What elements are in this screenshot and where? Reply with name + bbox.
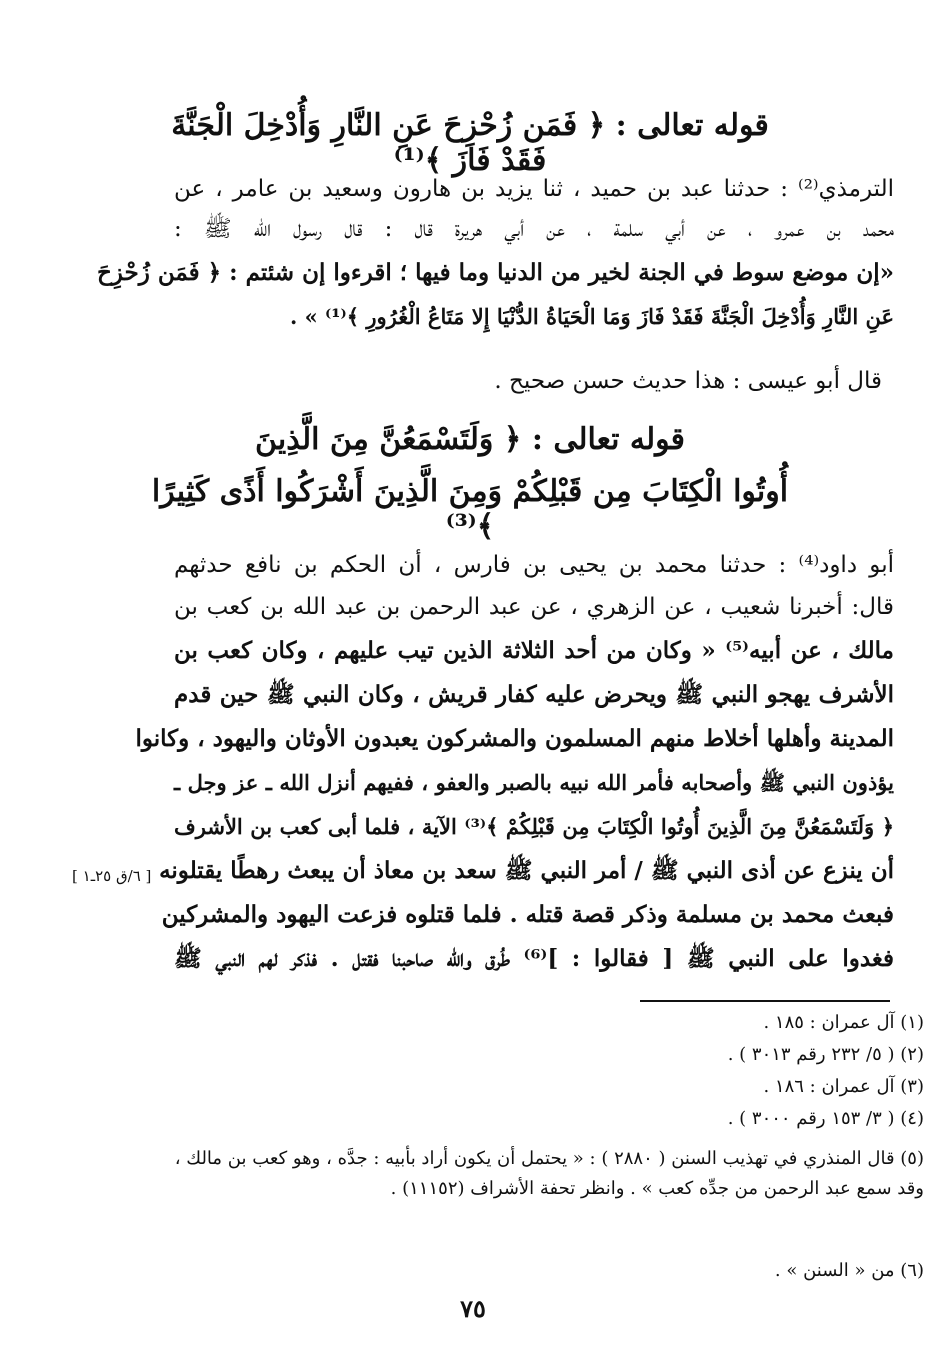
manuscript-folio-reference: [ ٦/ق ٢٥ـ١ ]	[72, 867, 152, 885]
text-line: عَنِ النَّارِ وَأُدْخِلَ الْجَنَّةَ فَقَدْ فَازَ وَمَا الْحَيَاةُ الدُّنْيَا إِلا مَتَاعُ الْغُرُورِ ﴾⁽¹⁾ » .	[289, 304, 894, 329]
text-line: محمد بن عمرو ، عن أبي سلمة ، عن أبي هريرة قال : قال رسول الله ﷺ :	[174, 216, 894, 242]
text-line: أن ينزع عن أذى النبي ﷺ / أمر النبي ﷺ سعد بن معاذ أن يبعث رهطًا يقتلونه	[159, 857, 894, 884]
section-heading-2-continued: أُوتُوا الْكِتَابَ مِن قَبْلِكُمْ وَمِنَ الَّذِينَ أَشْرَكُوا أَذًى كَثِيرًا ﴾⁽³⁾	[151, 474, 789, 544]
footnote: (١) آل عمران : ١٨٥ .	[763, 1012, 924, 1033]
page-number: ٧٥	[460, 1294, 486, 1323]
footnote: (٣) آل عمران : ١٨٦ .	[763, 1076, 924, 1097]
text-line: يؤذون النبي ﷺ وأصحابه فأمر الله نبيه بالصبر والعفو ، ففيهم أنزل الله ـ عز وجل ـ	[174, 770, 894, 795]
section-heading-2: قوله تعالى : ﴿ وَلَتَسْمَعُنَّ مِنَ الَّذِينَ	[255, 422, 685, 457]
text-line: الترمذي⁽²⁾ : حدثنا عبد بن حميد ، ثنا يزيد بن هارون وسعيد بن عامر ، عن	[174, 176, 894, 202]
hadith-grading: قال أبو عيسى : هذا حديث حسن صحيح .	[494, 368, 882, 394]
footnote: (٦) من « السنن » .	[774, 1260, 924, 1281]
footnote: (٢) ( ٥/ ٢٣٢ رقم ٣٠١٣ ) .	[727, 1044, 924, 1065]
footnote: (٥) قال المنذري في تهذيب السنن ( ٢٨٨٠ ) : « يحتمل أن يكون أراد بأبيه : جدَّه ، وهو كعب بن مالك ، وقد سمع عبد الرحمن من جدِّه كعب » . وانظر تحفة الأشراف (١١١٥٢) .	[174, 1148, 924, 1199]
text-line: أبو داود⁽⁴⁾ : حدثنا محمد بن يحيى بن فارس ، أن الحكم بن نافع حدثهم	[174, 552, 894, 578]
text-line: المدينة وأهلها أخلاط منهم المسلمون والمشركون يعبدون الأوثان واليهود ، وكانوا	[135, 725, 894, 752]
text-line: مالك ، عن أبيه⁽⁵⁾ « وكان من أحد الثلاثة الذين تيب عليهم ، وكان كعب بن	[174, 637, 895, 664]
text-line: فبعث محمد بن مسلمة وذكر قصة قتله . فلما قتلوه فزعت اليهود والمشركين	[161, 901, 894, 928]
text-line: قال: أخبرنا شعيب ، عن الزهري ، عن عبد الرحمن بن عبد الله بن كعب بن	[174, 594, 894, 620]
text-line: الأشرف يهجو النبي ﷺ ويحرض عليه كفار قريش ، وكان النبي ﷺ حين قدم	[174, 681, 894, 708]
text-line: «إن موضع سوط في الجنة لخير من الدنيا وما فيها ؛ اقرءوا إن شئتم : ﴿ فَمَن زُحْزِحَ	[96, 259, 894, 286]
footnote-separator	[640, 1000, 890, 1002]
text-line: ﴿ وَلَتَسْمَعُنَّ مِنَ الَّذِينَ أُوتُوا الْكِتَابَ مِن قَبْلِكُمْ ﴾⁽³⁾ الآية ، فلما أبى كعب بن الأشرف	[174, 814, 894, 839]
section-heading-1: قوله تعالى : ﴿ فَمَن زُحْزِحَ عَنِ النَّارِ وَأُدْخِلَ الْجَنَّةَ فَقَدْ فَازَ ﴾⁽¹⁾	[171, 108, 769, 178]
text-line: فغدوا على النبي ﷺ [ فقالوا : ]⁽⁶⁾ طُرق والله صاحبنا فقتل . فذكر لهم النبي ﷺ	[174, 945, 894, 972]
footnote: (٤) ( ٣/ ١٥٣ رقم ٣٠٠٠ ) .	[727, 1108, 924, 1129]
